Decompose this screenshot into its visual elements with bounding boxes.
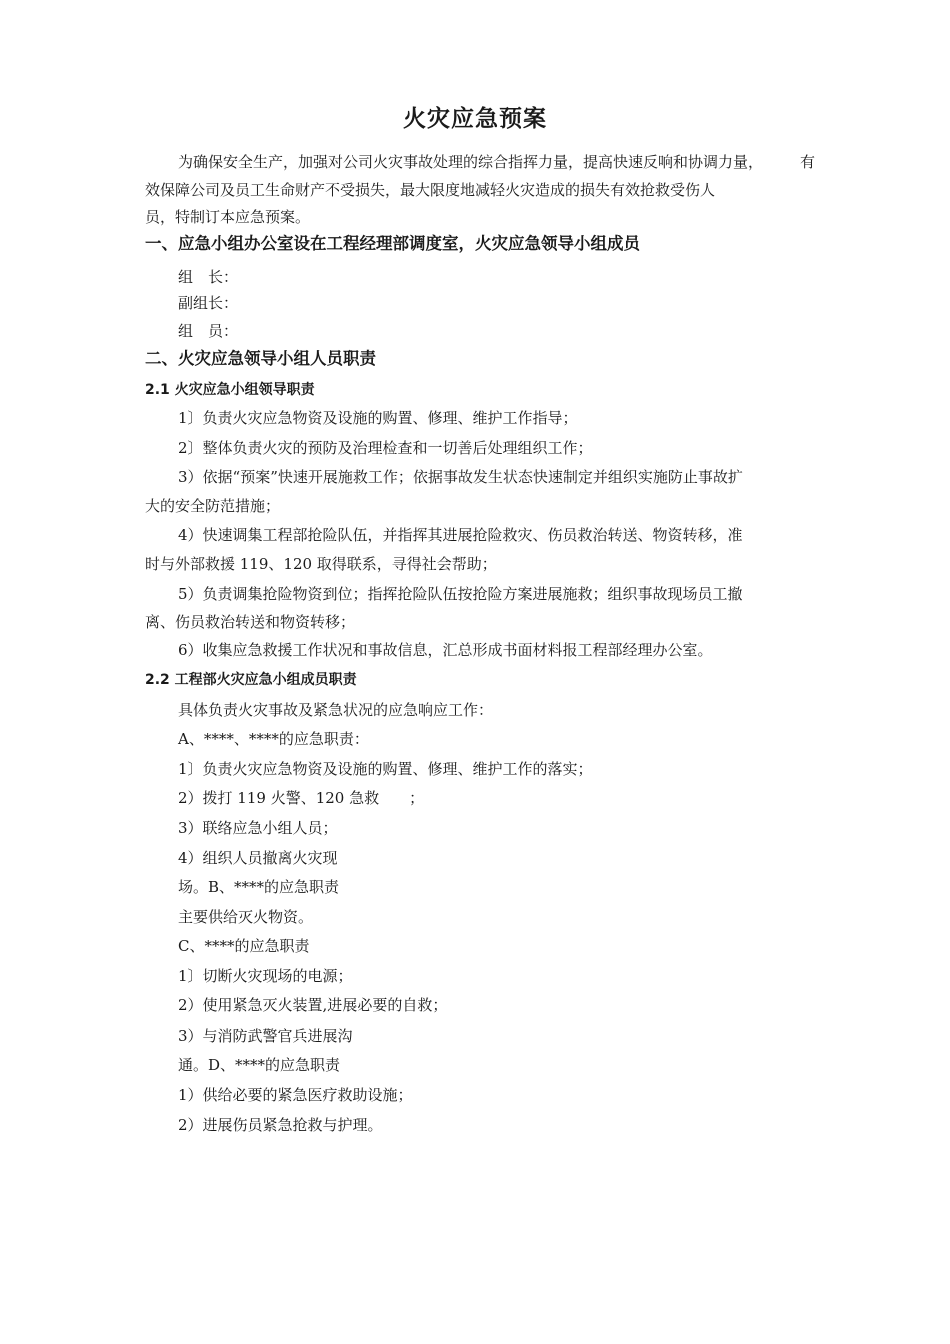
list-item: 具体负责火灾事故及紧急状况的应急响应工作： (178, 701, 494, 719)
intro-line-3: 员，特制订本应急预案。 (145, 208, 311, 226)
list-item: 5）负责调集抢险物资到位；指挥抢险队伍按抢险方案进展施救；组织事故现场员工撤 (178, 585, 743, 603)
list-item: 6）收集应急救援工作状况和事故信息，汇总形成书面材料报工程部经理办公室。 (178, 641, 713, 659)
section-2-2-heading: 2.2 工程部火灾应急小组成员职责 (145, 672, 357, 688)
list-item: 通。D、****的应急职责 (178, 1056, 341, 1074)
section-1-heading: 一、应急小组办公室设在工程经理部调度室，火灾应急领导小组成员 (145, 234, 640, 253)
section-2-1-heading: 2.1 火灾应急小组领导职责 (145, 382, 315, 398)
list-item: 3）依据“预案”快速开展施救工作；依据事故发生状态快速制定并组织实施防止事故扩 (178, 468, 743, 486)
list-item: 2〕整体负责火灾的预防及治理检查和一切善后处理组织工作； (178, 439, 593, 457)
list-item: 2）进展伤员紧急抢救与护理。 (178, 1116, 383, 1134)
list-item: A、****、****的应急职责： (178, 730, 369, 748)
list-item: 4）快速调集工程部抢险队伍，并指挥其进展抢险救灾、伤员救治转送、物资转移，准 (178, 526, 743, 544)
list-item: 1）供给必要的紧急医疗救助设施； (178, 1086, 413, 1104)
list-item: 1〕切断火灾现场的电源； (178, 967, 353, 985)
list-item: 1〕负责火灾应急物资及设施的购置、修理、维护工作指导； (178, 409, 578, 427)
list-item: 4）组织人员撤离火灾现 (178, 849, 338, 867)
list-item: 2）拨打 119 火警、120 急救 ； (178, 789, 425, 807)
intro-line-1: 为确保安全生产，加强对公司火灾事故处理的综合指挥力量，提高快速反响和协调力量， (178, 153, 764, 171)
list-item: 2）使用紧急灭火装置,进展必要的自救； (178, 996, 448, 1014)
group-leader-label: 组 长： (178, 268, 239, 286)
list-item: 3）与消防武警官兵进展沟 (178, 1027, 353, 1045)
list-item: 时与外部救援 119、120 取得联系，寻得社会帮助； (145, 555, 497, 573)
intro-line-2: 效保障公司及员工生命财产不受损失，最大限度地减轻火灾造成的损失有效抢救受伤人 (145, 181, 716, 199)
list-item: 离、伤员救治转送和物资转移； (145, 613, 356, 631)
list-item: 场。B、****的应急职责 (178, 878, 340, 896)
intro-line-1-end: 有 (800, 153, 816, 171)
list-item: 大的安全防范措施； (145, 497, 281, 515)
document-title: 火灾应急预案 (403, 106, 547, 132)
section-2-heading: 二、火灾应急领导小组人员职责 (145, 349, 376, 368)
group-members-label: 组 员： (178, 322, 239, 340)
list-item: C、****的应急职责 (178, 937, 310, 955)
list-item: 主要供给灭火物资。 (178, 908, 314, 926)
deputy-leader-label: 副组长： (178, 294, 239, 312)
list-item: 1〕负责火灾应急物资及设施的购置、修理、维护工作的落实； (178, 760, 593, 778)
list-item: 3）联络应急小组人员； (178, 819, 338, 837)
